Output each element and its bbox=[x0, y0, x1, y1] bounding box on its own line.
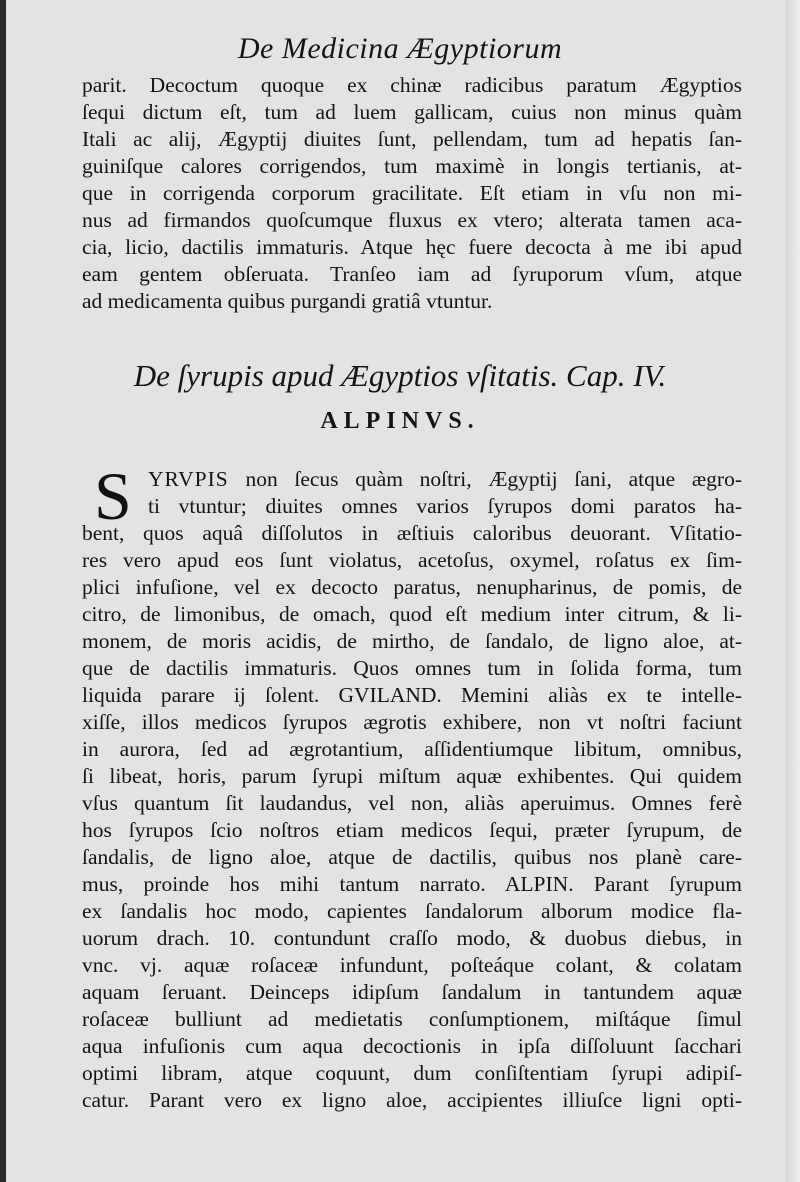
text-line: bent, quos aquâ diſſolutos in æſtiuis caloribus deuorant. Vſitatio- bbox=[82, 521, 742, 545]
drop-cap: S bbox=[94, 458, 132, 534]
text-line: que in corrigenda corporum gracilitate. Eſt etiam in vſu non mi- bbox=[82, 181, 742, 205]
text-line: cia, licio, dactilis immaturis. Atque hęc fuere decocta à me ibi apud bbox=[82, 235, 742, 259]
chapter-title: De ſyrupis apud Ægyptios vſitatis. Cap. IV. bbox=[133, 358, 667, 393]
dropcap-lines bbox=[148, 466, 742, 520]
text-line: monem, de moris acidis, de mirtho, de ſandalo, de ligno aloe, at- bbox=[82, 629, 742, 653]
text-line: aqua infuſionis cum aqua decoctionis in ipſa diſſoluunt ſacchari bbox=[82, 1034, 742, 1058]
text-line: que de dactilis immaturis. Quos omnes tum in ſolida forma, tum bbox=[82, 656, 742, 680]
text-line: ti vtuntur; diuites omnes varios ſyrupos domi paratos ha- bbox=[148, 494, 742, 518]
running-header: De Medicina Ægyptiorum bbox=[237, 32, 563, 65]
text-line: Itali ac alij, Ægyptij diuites ſunt, pellendam, tum ad hepatis ſan- bbox=[82, 127, 742, 151]
text-line: catur. Parant vero ex ligno aloe, accipientes illiuſce ligni opti- bbox=[82, 1088, 742, 1112]
text-line: ſi libeat, horis, parum ſyrupi miſtum aquæ exhibentes. Qui quidem bbox=[82, 764, 742, 788]
text-line: in aurora, ſed ad ægrotantium, aſſidentiumque libitum, omnibus, bbox=[82, 737, 742, 761]
text-line: ſandalis, de ligno aloe, atque de dactilis, quibus nos planè care- bbox=[82, 845, 742, 869]
speaker-heading: ALPINVS. bbox=[320, 408, 480, 434]
text-line: ex ſandalis hoc modo, capientes ſandalorum alborum modice fla- bbox=[82, 899, 742, 923]
text-line: res vero apud eos ſunt violatus, acetoſus, oxymel, roſatus ex ſim- bbox=[82, 548, 742, 572]
text-line bbox=[148, 466, 742, 493]
text-line: hos ſyrupos ſcio noſtros etiam medicos ſequi, præter ſyrupum, de bbox=[82, 818, 742, 842]
text-line: mus, proinde hos mihi tantum narrato. ALPIN. Parant ſyrupum bbox=[82, 872, 742, 896]
text-line: vnc. vj. aquæ roſaceæ infundunt, poſteáque colant, & colatam bbox=[82, 953, 742, 977]
text-line: ad medicamenta quibus purgandi gratiâ vtuntur. bbox=[82, 289, 493, 313]
text-line: optimi libram, atque coquunt, dum conſiſtentiam ſyrupi adipiſ- bbox=[82, 1061, 742, 1085]
smallcaps-word: YRVPIS bbox=[148, 467, 229, 491]
text-line: liquida parare ij ſolent. GVILAND. Memini aliàs ex te intelle- bbox=[82, 683, 742, 707]
text-line: plici infuſione, vel ex decocto paratus, nenupharinus, de pomis, de bbox=[82, 575, 742, 599]
text-line: aquam ſeruant. Deinceps idipſum ſandalum in tantundem aquæ bbox=[82, 980, 742, 1004]
text-span: non ſecus quàm noſtri, Ægyptij ſani, atque ægro- bbox=[245, 467, 742, 491]
page-gutter-shadow bbox=[0, 0, 6, 1182]
text-line: nus ad firmandos quoſcumque fluxus ex vtero; alterata tamen aca- bbox=[82, 208, 742, 232]
text-line: vſus quantum ſit laudandus, vel non, aliàs aperuimus. Omnes ferè bbox=[82, 791, 742, 815]
main-paragraph bbox=[82, 520, 742, 1114]
text-line: guiniſque calores corrigendos, tum maximè in longis tertianis, at- bbox=[82, 154, 742, 178]
text-line: parit. Decoctum quoque ex chinæ radicibus paratum Ægyptios bbox=[82, 73, 742, 97]
text-line: ſequi dictum eſt, tum ad luem gallicam, cuius non minus quàm bbox=[82, 100, 742, 124]
page-right-edge bbox=[786, 0, 800, 1182]
text-line: uorum drach. 10. contundunt craſſo modo, & duobus diebus, in bbox=[82, 926, 742, 950]
text-line: eam gentem obſeruata. Tranſeo iam ad ſyruporum vſum, atque bbox=[82, 262, 742, 286]
text-line: roſaceæ bulliunt ad medietatis conſumptionem, miſtáque ſimul bbox=[82, 1007, 742, 1031]
text-line: citro, de limonibus, de omach, quod eſt medium inter citrum, & li- bbox=[82, 602, 742, 626]
top-paragraph bbox=[82, 72, 742, 315]
text-line: xiſſe, illos medicos ſyrupos ægrotis exhibere, non vt noſtri faciunt bbox=[82, 710, 742, 734]
